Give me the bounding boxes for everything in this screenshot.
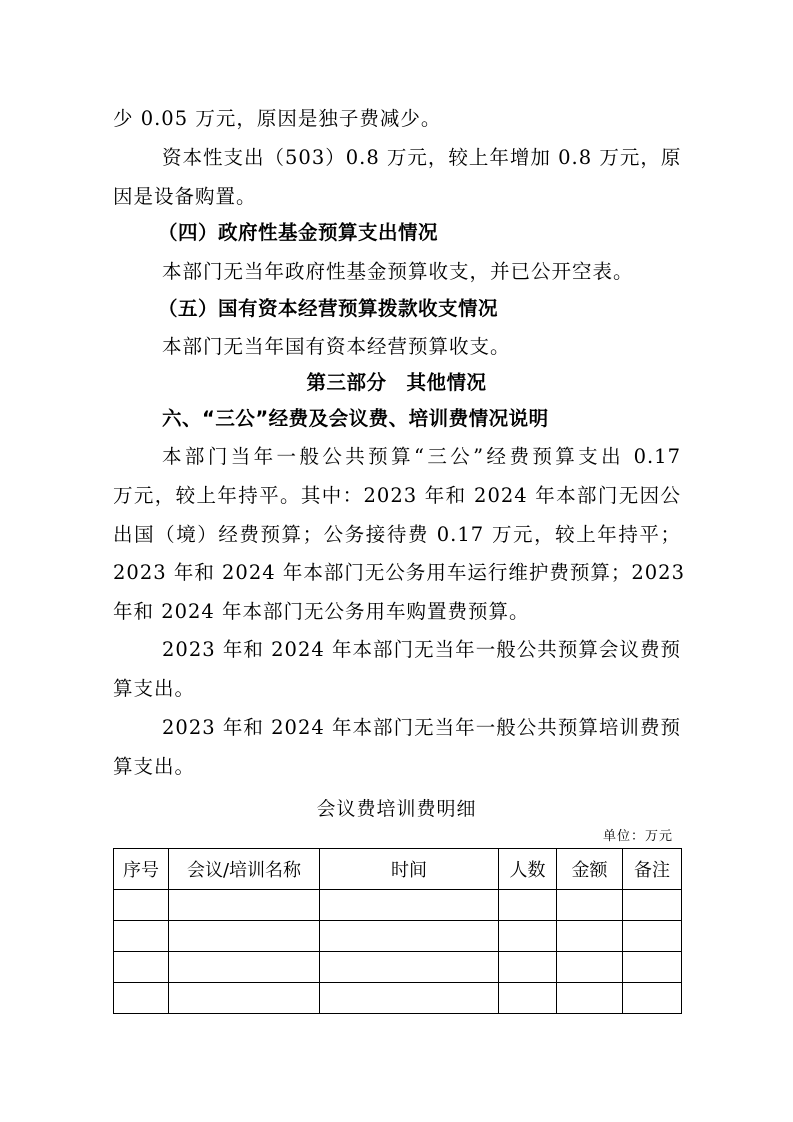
table-cell	[623, 983, 682, 1014]
table-cell	[499, 921, 557, 952]
paragraph-line: 算支出。	[113, 677, 196, 700]
column-header-index: 序号	[114, 849, 169, 890]
paragraph-line: 2023 年和 2024 年本部门无公务用车运行维护费预算；2023	[113, 561, 685, 584]
table-header-row	[114, 849, 682, 890]
paragraph-line: 年和 2024 年本部门无公务用车购置费预算。	[113, 600, 530, 623]
paragraph-line: 2023 年和 2024 年本部门无当年一般公共预算培训费预	[162, 716, 681, 739]
paragraph-line: 出国（境）经费预算；公务接待费 0.17 万元，较上年持平；	[113, 523, 681, 546]
section-heading: （五）国有资本经营预算拨款收支情况	[158, 297, 499, 320]
paragraph-line: 算支出。	[113, 755, 196, 778]
paragraph-line: 本部门无当年政府性基金预算收支，并已公开空表。	[162, 260, 634, 283]
table-cell	[557, 921, 623, 952]
table-title: 会议费培训费明细	[316, 798, 477, 820]
table-row	[114, 921, 682, 952]
table-cell	[499, 890, 557, 921]
table-cell	[557, 983, 623, 1014]
table-cell	[169, 983, 320, 1014]
table-cell	[623, 952, 682, 983]
table-cell	[114, 921, 169, 952]
table-cell	[320, 983, 499, 1014]
section-heading: （四）政府性基金预算支出情况	[158, 221, 439, 244]
column-header-attendees: 人数	[499, 849, 557, 890]
column-header-amount: 金额	[557, 849, 623, 890]
paragraph-line: 2023 年和 2024 年本部门无当年一般公共预算会议费预	[162, 638, 681, 661]
table-cell	[499, 952, 557, 983]
table-cell	[557, 890, 623, 921]
paragraph-line: 本部门当年一般公共预算“三公”经费预算支出 0.17	[162, 445, 681, 468]
table-row	[114, 890, 682, 921]
table-cell	[320, 952, 499, 983]
paragraph-line: 本部门无当年国有资本经营预算收支。	[162, 335, 511, 358]
table-row	[114, 983, 682, 1014]
table-cell	[169, 952, 320, 983]
paragraph-line: 资本性支出（503）0.8 万元，较上年增加 0.8 万元，原	[162, 146, 682, 169]
table-cell	[114, 890, 169, 921]
table-cell	[169, 921, 320, 952]
table-cell	[623, 921, 682, 952]
part-heading: 第三部分 其他情况	[306, 371, 487, 394]
column-header-time: 时间	[320, 849, 499, 890]
meeting-training-fee-table	[113, 848, 682, 1014]
column-header-remarks: 备注	[623, 849, 682, 890]
table-cell	[499, 983, 557, 1014]
table-cell	[114, 983, 169, 1014]
table-cell	[557, 952, 623, 983]
section-heading: 六、“三公”经费及会议费、培训费情况说明	[162, 407, 549, 430]
table-row	[114, 952, 682, 983]
table-cell	[320, 890, 499, 921]
table-cell	[320, 921, 499, 952]
paragraph-line: 万元，较上年持平。其中：2023 年和 2024 年本部门无因公	[113, 484, 681, 507]
table-cell	[169, 890, 320, 921]
paragraph-line: 少 0.05 万元，原因是独子费减少。	[113, 107, 442, 130]
paragraph-line: 因是设备购置。	[113, 185, 257, 208]
table-cell	[114, 952, 169, 983]
table-cell	[623, 890, 682, 921]
table-unit-label: 单位：万元	[602, 829, 673, 844]
column-header-name: 会议/培训名称	[169, 849, 320, 890]
